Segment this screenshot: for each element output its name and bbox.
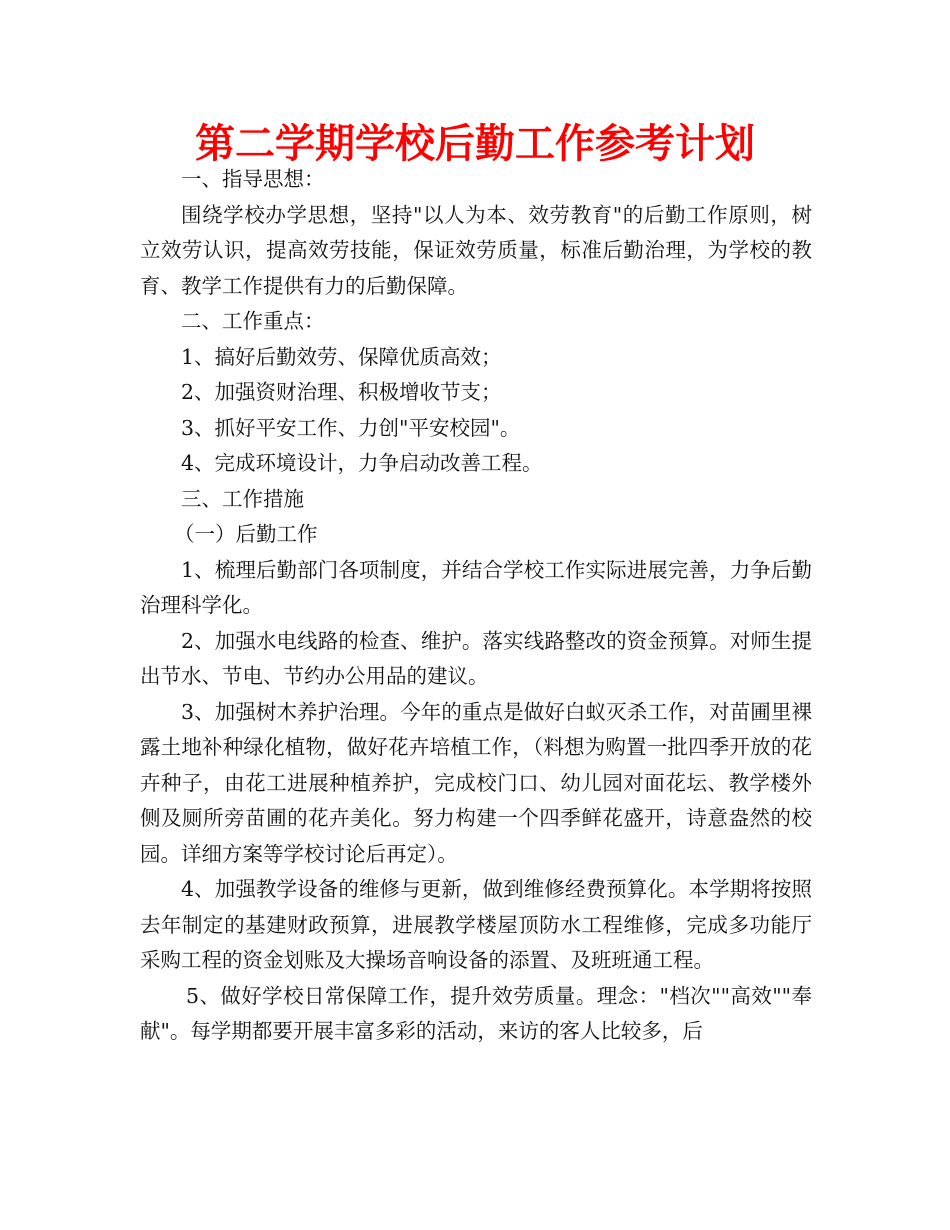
work-focus-item-1: 1、搞好后勤效劳、保障优质高效； [181, 344, 502, 369]
section-heading-work-focus: 二、工作重点： [181, 309, 325, 333]
measure-item-4: 4、加强教学设备的维修与更新，做到维修经费预算化。本学期将按照去年制定的基建财政预算，进展教学楼屋顶防水工程维修，完成多功能厅采购工程的资金划账及大操场音响设备的添置、及班班通工程。 [140, 877, 812, 972]
measure-item-5: 5、做好学校日常保障工作，提升效劳质量。理念："档次""高效""奉献"。每学期都要开展丰富多彩的活动，来访的客人比较多，后 [140, 983, 812, 1043]
work-focus-item-3: 3、抓好平安工作、力创"平安校园"。 [181, 415, 521, 440]
document-title: 第二学期学校后勤工作参考计划 [195, 121, 755, 167]
paragraph-guiding-ideology: 围绕学校办学思想，坚持"以人为本、效劳教育"的后勤工作原则，树立效劳认识，提高效劳技能，保证效劳质量，标准后勤治理，为学校的教育、教学工作提供有力的后勤保障。 [140, 202, 812, 298]
measure-item-2: 2、加强水电线路的检查、维护。落实线路整改的资金预算。对师生提出节水、节电、节约办公用品的建议。 [140, 628, 812, 688]
work-focus-item-4: 4、完成环境设计，力争启动改善工程。 [181, 451, 543, 475]
measure-item-1: 1、梳理后勤部门各项制度，并结合学校工作实际进展完善，力争后勤治理科学化。 [140, 557, 812, 617]
document-body [140, 162, 812, 1050]
work-focus-item-2: 2、加强资财治理、积极增收节支； [181, 380, 502, 404]
measure-item-3: 3、加强树木养护治理。今年的重点是做好白蚁灭杀工作，对苗圃里裸露土地补种绿化植物，做好花卉培植工作，（料想为购置一批四季开放的花卉种子，由花工进展种植养护，完成校门口、幼儿园对面花坛、教学楼外侧及厕所旁苗圃的花卉美化。努力构建一个四季鲜花盛开，诗意盎然的校园。详细方案等学校讨论后再定）。 [140, 699, 812, 866]
section-heading-guiding-ideology: 一、指导思想： [181, 167, 325, 191]
section-heading-work-measures: 三、工作措施 [181, 486, 304, 511]
subsection-heading-logistics: （一）后勤工作 [174, 522, 318, 546]
